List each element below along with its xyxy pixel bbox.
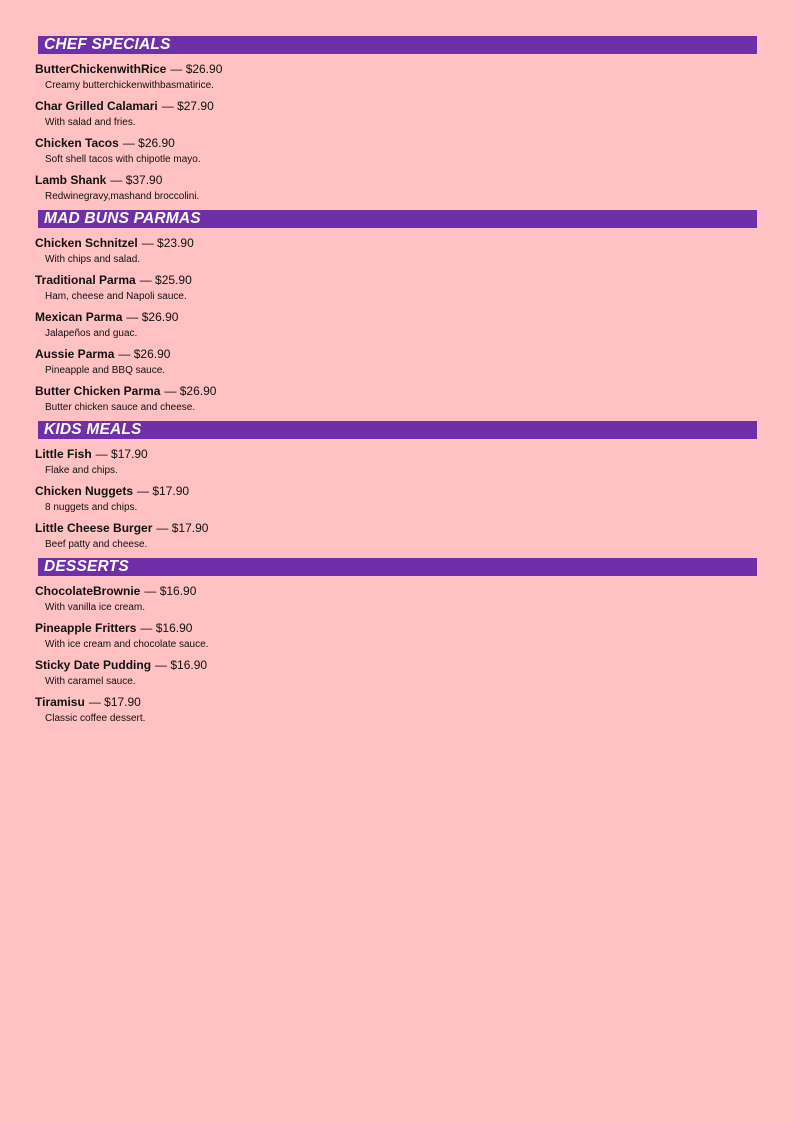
menu-item-name: Traditional Parma bbox=[35, 273, 136, 287]
section-header-bar bbox=[38, 421, 757, 439]
menu-item-name: Chicken Schnitzel bbox=[35, 236, 138, 250]
menu-item-line bbox=[35, 236, 757, 250]
menu-item-description: Pineapple and BBQ sauce. bbox=[45, 365, 166, 376]
menu-item-separator: — bbox=[161, 99, 174, 113]
menu-item-name: Chicken Tacos bbox=[35, 136, 119, 150]
menu-item-line bbox=[35, 484, 757, 498]
menu-item-price: $26.90 bbox=[185, 62, 223, 76]
menu-item-description: With chips and salad. bbox=[45, 254, 141, 265]
menu-item-name: Pineapple Fritters bbox=[35, 621, 137, 635]
menu-item-name: Chicken Nuggets bbox=[35, 484, 134, 498]
menu-item-description: Redwinegravy,mashand broccolini. bbox=[45, 191, 200, 202]
menu-item bbox=[35, 658, 757, 688]
menu-section bbox=[35, 210, 757, 414]
menu-item-separator: — bbox=[164, 384, 177, 398]
section-title: CHEF SPECIALS bbox=[44, 36, 171, 53]
menu-item-description: Creamy butterchickenwithbasmatirice. bbox=[45, 80, 214, 91]
menu-item bbox=[35, 484, 757, 514]
menu-item bbox=[35, 521, 757, 551]
menu-item-separator: — bbox=[122, 136, 135, 150]
section-header-bar bbox=[38, 558, 757, 576]
menu-item-separator: — bbox=[110, 173, 123, 187]
menu-item-name: Little Cheese Burger bbox=[35, 521, 153, 535]
menu-item-price: $17.90 bbox=[104, 695, 141, 709]
menu-item-line bbox=[35, 99, 757, 113]
menu-item bbox=[35, 62, 757, 92]
menu-item-line bbox=[35, 584, 757, 598]
menu-item-name: Lamb Shank bbox=[35, 173, 107, 187]
menu-item-line bbox=[35, 347, 757, 361]
menu-item bbox=[35, 173, 757, 203]
menu-item-description: With caramel sauce. bbox=[45, 676, 136, 687]
section-header-bar bbox=[38, 210, 757, 228]
menu-item-separator: — bbox=[126, 310, 139, 324]
menu-item-price: $26.90 bbox=[179, 384, 217, 398]
menu-item-price: $37.90 bbox=[125, 173, 163, 187]
menu-item-price: $16.90 bbox=[159, 584, 197, 598]
menu-item-line bbox=[35, 384, 757, 398]
menu-item-separator: — bbox=[139, 273, 152, 287]
menu-item-price: $26.90 bbox=[133, 347, 171, 361]
menu-item-description: Jalapeños and guac. bbox=[45, 328, 138, 339]
menu-item-separator: — bbox=[144, 584, 157, 598]
section-header-bar bbox=[38, 36, 757, 54]
menu-item-description: Classic coffee dessert. bbox=[45, 713, 146, 724]
menu-item-description: Soft shell tacos with chipotle mayo. bbox=[45, 154, 201, 165]
menu-item-separator: — bbox=[118, 347, 131, 361]
menu-item-price: $16.90 bbox=[155, 621, 193, 635]
menu-item-name: ButterChickenwithRice bbox=[35, 62, 167, 76]
menu-item-price: $23.90 bbox=[157, 236, 194, 250]
menu-item-name: Aussie Parma bbox=[35, 347, 115, 361]
menu-item bbox=[35, 136, 757, 166]
menu-section bbox=[35, 421, 757, 551]
menu-item-line bbox=[35, 695, 757, 709]
menu-item-description: 8 nuggets and chips. bbox=[45, 502, 138, 513]
menu-item-description: Butter chicken sauce and cheese. bbox=[45, 402, 196, 413]
menu-item bbox=[35, 447, 757, 477]
menu-item-price: $16.90 bbox=[170, 658, 208, 672]
menu-item-line bbox=[35, 273, 757, 287]
menu-item bbox=[35, 695, 757, 725]
menu-item-name: Sticky Date Pudding bbox=[35, 658, 152, 672]
menu-item-price: $17.90 bbox=[111, 447, 148, 461]
menu-item-price: $26.90 bbox=[138, 136, 175, 150]
menu-item-price: $17.90 bbox=[171, 521, 209, 535]
section-title: MAD BUNS PARMAS bbox=[44, 210, 201, 227]
menu-item-line bbox=[35, 658, 757, 672]
menu-page bbox=[35, 36, 757, 732]
menu-item-description: Ham, cheese and Napoli sauce. bbox=[45, 291, 187, 302]
menu-item-separator: — bbox=[170, 62, 183, 76]
menu-item-name: ChocolateBrownie bbox=[35, 584, 141, 598]
menu-item-price: $26.90 bbox=[141, 310, 179, 324]
menu-item-description: With salad and fries. bbox=[45, 117, 136, 128]
menu-item-line bbox=[35, 521, 757, 535]
menu-item-separator: — bbox=[88, 695, 101, 709]
section-title: KIDS MEALS bbox=[44, 421, 142, 438]
menu-item-line bbox=[35, 621, 757, 635]
menu-item-separator: — bbox=[155, 658, 168, 672]
menu-section bbox=[35, 558, 757, 725]
menu-item-name: Char Grilled Calamari bbox=[35, 99, 158, 113]
menu-item bbox=[35, 310, 757, 340]
menu-section bbox=[35, 36, 757, 203]
menu-item-description: Flake and chips. bbox=[45, 465, 118, 476]
menu-item-price: $17.90 bbox=[152, 484, 190, 498]
menu-item-name: Mexican Parma bbox=[35, 310, 123, 324]
menu-item-separator: — bbox=[156, 521, 169, 535]
menu-item-separator: — bbox=[137, 484, 150, 498]
menu-item-line bbox=[35, 136, 757, 150]
menu-item bbox=[35, 99, 757, 129]
menu-item-separator: — bbox=[141, 236, 154, 250]
menu-item-price: $27.90 bbox=[177, 99, 214, 113]
menu-item-price: $25.90 bbox=[155, 273, 192, 287]
menu-item-separator: — bbox=[95, 447, 108, 461]
menu-item-name: Tiramisu bbox=[35, 695, 85, 709]
menu-item-line bbox=[35, 310, 757, 324]
menu-item-description: With ice cream and chocolate sauce. bbox=[45, 639, 209, 650]
menu-item bbox=[35, 273, 757, 303]
menu-item bbox=[35, 384, 757, 414]
menu-item bbox=[35, 621, 757, 651]
menu-item-line bbox=[35, 62, 757, 76]
section-title: DESSERTS bbox=[44, 558, 129, 575]
menu-item bbox=[35, 584, 757, 614]
menu-item bbox=[35, 236, 757, 266]
menu-item-name: Little Fish bbox=[35, 447, 92, 461]
menu-item-separator: — bbox=[140, 621, 153, 635]
menu-item bbox=[35, 347, 757, 377]
menu-item-line bbox=[35, 447, 757, 461]
menu-item-description: Beef patty and cheese. bbox=[45, 539, 148, 550]
menu-item-description: With vanilla ice cream. bbox=[45, 602, 146, 613]
menu-item-name: Butter Chicken Parma bbox=[35, 384, 161, 398]
menu-item-line bbox=[35, 173, 757, 187]
